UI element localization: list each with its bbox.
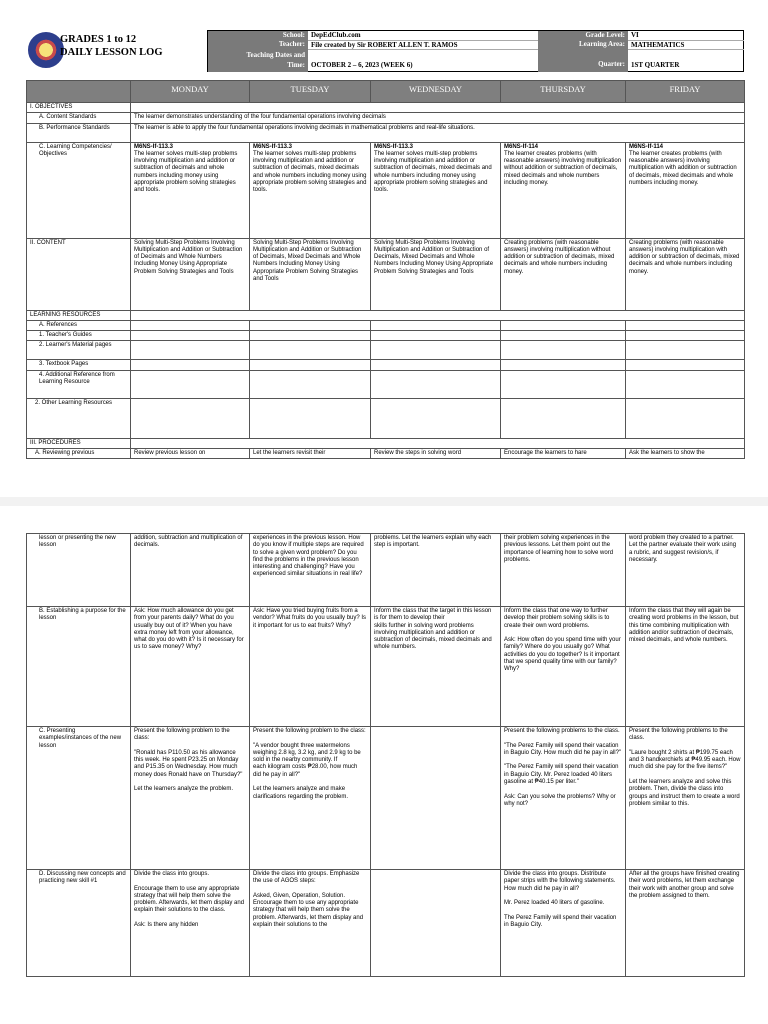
discussing-monday: Divide the class into groups. Encourage them to use any appropriate strategy that will help them solve the problem. Afterwards, let them display and explain their solutions to the class. Ask: Is there any hidden <box>131 870 250 977</box>
dates-value: OCTOBER 2 – 6, 2023 (WEEK 6) <box>308 49 538 72</box>
learning-resources-heading: LEARNING RESOURCES <box>27 310 131 320</box>
teacher-value: File created by Sir ROBERT ALLEN T. RAMOS <box>308 40 538 49</box>
day-header-blank <box>27 81 131 103</box>
learners-material-label: 2. Learner's Material pages <box>27 341 131 360</box>
discussing-label: D. Discussing new concepts and practicing new skill #1 <box>27 870 131 977</box>
presenting-thursday: Present the following problems to the class. "The Perez Family will spend their vacation in Baguio City. How much did he pay in all?" "The Perez Family will spend their vacation in Baguio City. Mr. Perez loaded 40 liters gasoline at ₱40.15 per liter." Ask: Can you solve the problems? Why or why not? <box>501 727 626 870</box>
learning-resources-row <box>27 310 745 320</box>
procedures-heading: III. PROCEDURES <box>27 438 131 448</box>
page-two <box>0 506 768 1024</box>
other-resources-label: 2. Other Learning Resources <box>27 398 131 438</box>
reviewing-monday-cont: addition, subtraction and multiplication of decimals. <box>131 534 250 607</box>
presenting-wednesday <box>371 727 501 870</box>
competency-tuesday: M6NS-If-113.3 The learner solves multi-step problems involving multiplication and addition or subtraction of decimals, mixed decimals and whole numbers including money using appropriate problem solving strategies and tools. <box>250 142 371 238</box>
day-header-row <box>27 81 745 103</box>
lesson-log-table-page2 <box>26 533 745 977</box>
quarter-value: 1ST QUARTER <box>628 49 744 72</box>
quarter-label: Quarter: <box>538 49 628 72</box>
day-wednesday: WEDNESDAY <box>371 81 501 103</box>
teacher-label: Teacher: <box>208 40 308 49</box>
purpose-label: B. Establishing a purpose for the lesson <box>27 607 131 727</box>
title-line-1: GRADES 1 to 12 <box>60 34 137 45</box>
content-monday: Solving Multi-Step Problems Involving Multiplication and Addition or Subtraction of Decimals and Whole Numbers Including Money Using Appropriate Problem Solving Strategies and Tools <box>131 238 250 310</box>
reviewing-wednesday-start: Review the steps in solving word <box>371 449 501 459</box>
dates-label: Teaching Dates and Time: <box>208 49 308 72</box>
grade-level-label: Grade Level: <box>538 31 628 40</box>
discussing-friday: After all the groups have finished creating their word problems, let them exchange their work with another group and solve the problem assigned to them. <box>626 870 745 977</box>
lesson-log-table-page1 <box>26 80 745 459</box>
additional-reference-row <box>27 370 745 398</box>
content-row <box>27 238 745 310</box>
title-line-2: DAILY LESSON LOG <box>60 47 163 58</box>
objectives-heading: I. OBJECTIVES <box>27 103 131 113</box>
presenting-label: C. Presenting examples/instances of the new lesson <box>27 727 131 870</box>
textbook-pages-row <box>27 360 745 370</box>
reviewing-thursday-cont: their problem solving experiences in the previous lessons. Let them point out the importance of learning how to solve word problems. <box>501 534 626 607</box>
content-standards-text: The learner demonstrates understanding of the four fundamental operations involving decimals <box>131 113 745 123</box>
purpose-tuesday: Ask: Have you tried buying fruits from a vendor? What fruits do you usually buy? Is it important for us to eat fruits? Why? <box>250 607 371 727</box>
discussing-row <box>27 870 745 977</box>
reviewing-tuesday-cont: experiences in the previous lesson. How do you know if multiple steps are required to solve a given word problem? Do you find the problems in the previous lesson interesting and challenging? Have you experienced similar situations in real life? <box>250 534 371 607</box>
header-info-grid <box>207 30 744 72</box>
purpose-thursday: Inform the class that one way to further develop their problem solving skills is to create their own word problems. Ask: How often do you spend time with your family? Where do you usually go? What activities do you do together? Is it important that we spend quality time with our family? Why? <box>501 607 626 727</box>
discussing-thursday: Divide the class into groups. Distribute paper strips with the following statements. How much did he pay in all? Mr. Perez loaded 40 liters of gasoline. The Perez Family will spend their vacation in Baguio City. <box>501 870 626 977</box>
discussing-tuesday: Divide the class into groups. Emphasize the use of AGOS steps: Asked, Given, Operation, Solution. Encourage them to use any appropriate strategy that will help them solve the problem. Afterwards, let them display and explain their solutions to the <box>250 870 371 977</box>
competency-wednesday: M6NS-If-113.3 The learner solves multi-step problems involving multiplication and addition or subtraction of decimals, mixed decimals and whole numbers including money using appropriate problem solving strategies and tools. <box>371 142 501 238</box>
reviewing-tuesday-start: Let the learners revisit their <box>250 449 371 459</box>
purpose-friday: Inform the class that they will again be creating word problems in the lesson, but this time combining multiplication with addition and/or subtraction of decimals, mixed decimals, and whole numbers. <box>626 607 745 727</box>
learning-area-value: MATHEMATICS <box>628 40 744 49</box>
day-monday: MONDAY <box>131 81 250 103</box>
learners-material-row <box>27 341 745 360</box>
teachers-guides-label: 1. Teacher's Guides <box>27 331 131 341</box>
objectives-row <box>27 103 745 113</box>
day-thursday: THURSDAY <box>501 81 626 103</box>
reviewing-wednesday-cont: problems. Let the learners explain why each step is important. <box>371 534 501 607</box>
competency-thursday: M6NS-If-114 The learner creates problems (with reasonable answers) involving multiplication without addition or subtraction of decimals, mixed decimals and whole numbers including money. <box>501 142 626 238</box>
content-standards-label: A. Content Standards <box>27 113 131 123</box>
day-friday: FRIDAY <box>626 81 745 103</box>
presenting-monday: Present the following problem to the class: "Ronald has P110.50 as his allowance this week. He spent P23.25 on Monday and P15.35 on Wednesday. How much money does Ronald have on Thursday?" Let the learners analyze the problem. <box>131 727 250 870</box>
page-one <box>0 0 768 500</box>
additional-reference-label: 4. Additional Reference from Learning Resource <box>27 370 131 398</box>
log-title <box>60 33 163 59</box>
content-friday: Creating problems (with reasonable answers) involving multiplication with addition or subtraction of decimals, mixed decimals and whole numbers including money. <box>626 238 745 310</box>
references-label: A. References <box>27 320 131 330</box>
procedures-row <box>27 438 745 448</box>
competency-monday: M6NS-If-113.3 The learner solves multi-step problems involving multiplication and addition or subtraction of decimals and whole numbers including money using appropriate problem solving strategies and tools. <box>131 142 250 238</box>
purpose-row <box>27 607 745 727</box>
reviewing-label-start: A. Reviewing previous <box>27 449 131 459</box>
competencies-row <box>27 142 745 238</box>
reviewing-row-page1 <box>27 449 745 459</box>
reviewing-label-cont: lesson or presenting the new lesson <box>27 534 131 607</box>
grade-level-value: VI <box>631 31 639 39</box>
textbook-pages-label: 3. Textbook Pages <box>27 360 131 370</box>
lesson-log-header <box>26 30 744 72</box>
competency-friday: M6NS-If-114 The learner creates problems (with reasonable answers) involving multiplication with addition or subtraction of decimals, mixed decimals and whole numbers including money. <box>626 142 745 238</box>
presenting-friday: Present the following problems to the class. "Laure bought 2 shirts at ₱199.75 each and 3 handkerchiefs at ₱49.95 each. How much did she pay for the five items?" Let the learners analyze and solve this problem. Then, divide the class into groups and instruct them to create a word problem similar to this. <box>626 727 745 870</box>
performance-standards-label: B. Performance Standards <box>27 123 131 142</box>
performance-standards-text: The learner is able to apply the four fundamental operations involving decimals in mathematical problems and real-life situations. <box>131 123 745 142</box>
learning-area-label: Learning Area: <box>538 40 628 49</box>
performance-standards-row <box>27 123 745 142</box>
purpose-monday: Ask: How much allowance do you get from your parents daily? What do you usually buy out of it? When you have extra money left from your allowance, what do you do with it? Is it necessary for us to save money? Why? <box>131 607 250 727</box>
content-thursday: Creating problems (with reasonable answers) involving multiplication without addition or subtraction of decimals, mixed decimals and whole numbers including money. <box>501 238 626 310</box>
reviewing-row-page2 <box>27 534 745 607</box>
discussing-wednesday <box>371 870 501 977</box>
reviewing-monday-start: Review previous lesson on <box>131 449 250 459</box>
content-wednesday: Solving Multi-Step Problems Involving Multiplication and Addition or Subtraction of Decimals, Mixed Decimals and Whole Numbers Including Money Using Appropriate Problem Solving Strategies and Tools <box>371 238 501 310</box>
competencies-label: C. Learning Competencies/ Objectives <box>27 142 131 238</box>
content-tuesday: Solving Multi-Step Problems Involving Multiplication and Addition or Subtraction of Decimals, Mixed Decimals and Whole Numbers Including Money Using Appropriate Problem Solving Strategies and Tools <box>250 238 371 310</box>
other-resources-row <box>27 398 745 438</box>
teachers-guides-row <box>27 331 745 341</box>
presenting-row <box>27 727 745 870</box>
reviewing-friday-start: Ask the learners to show the <box>626 449 745 459</box>
reviewing-friday-cont: word problem they created to a partner. Let the partner evaluate their work using a rubric, and suggest revision/s, if necessary. <box>626 534 745 607</box>
references-row <box>27 320 745 330</box>
day-tuesday: TUESDAY <box>250 81 371 103</box>
content-standards-row <box>27 113 745 123</box>
content-heading: II. CONTENT <box>27 238 131 310</box>
presenting-tuesday: Present the following problem to the class: "A vendor bought three watermelons weighing 2.8 kg, 3.2 kg, and 2.9 kg to be sold in the nearby community. If each kilogram costs ₱28.00, how much did he pay in all?" Let the learners analyze and make clarifications regarding the problem. <box>250 727 371 870</box>
school-label: School: <box>208 31 308 40</box>
school-value: DepEdClub.com <box>311 31 361 39</box>
purpose-wednesday: Inform the class that the target in this lesson is for them to develop their skills further in solving word problems involving multiplication and addition or subtraction of decimals, mixed decimals and whole numbers. <box>371 607 501 727</box>
reviewing-thursday-start: Encourage the learners to hare <box>501 449 626 459</box>
deped-seal-icon <box>28 32 64 68</box>
